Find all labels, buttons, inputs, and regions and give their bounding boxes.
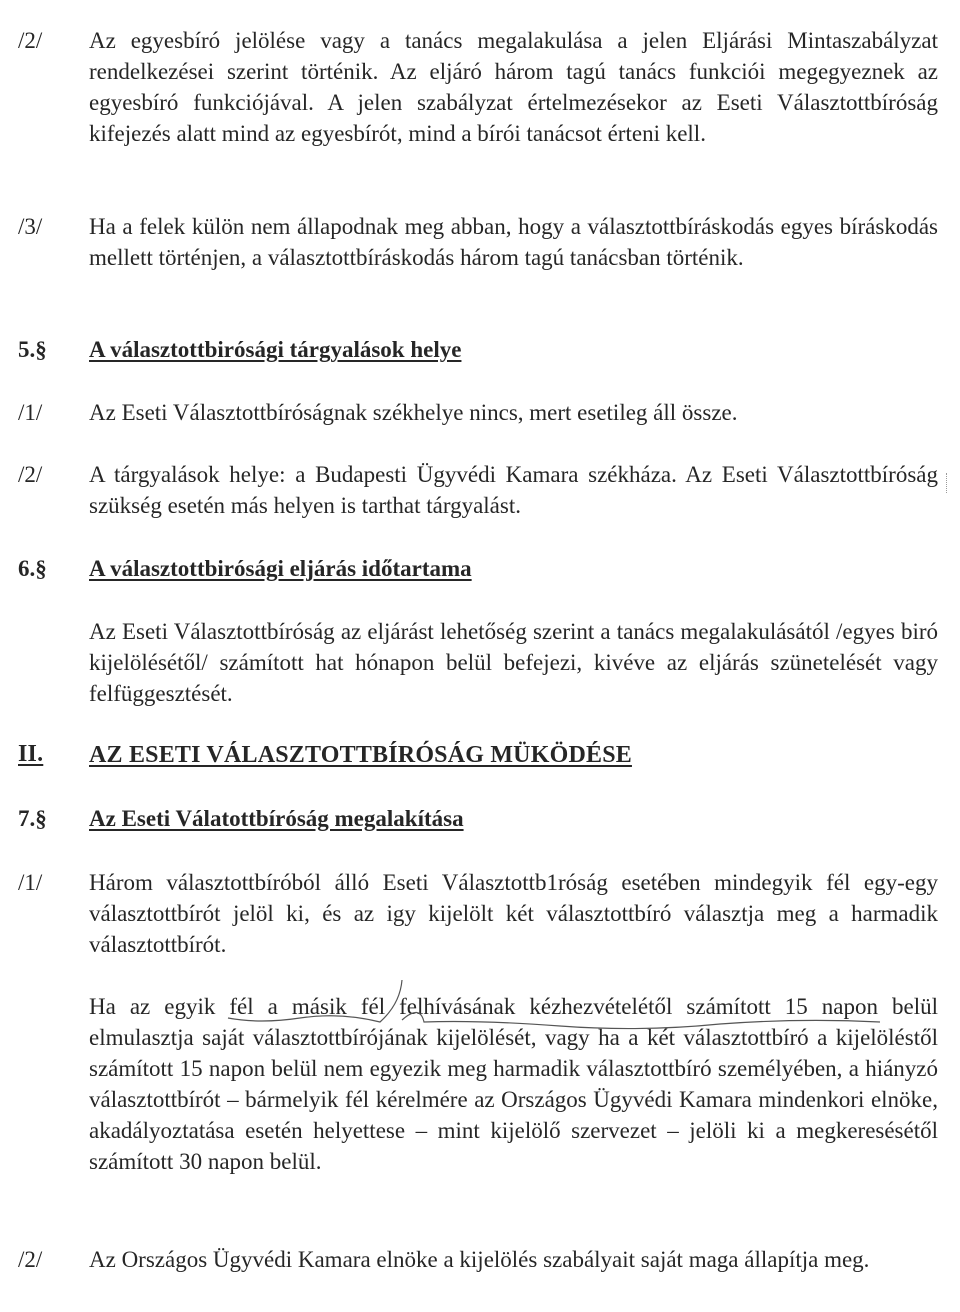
section-number: 7.§ — [18, 806, 47, 831]
paragraph-text: A tárgyalások helye: a Budapesti Ügyvédi Kamara székháza. Az Eseti Választottbíróság szükség esetén más helyen is tarthat tárgyalást. — [89, 462, 938, 518]
paragraph-number: /2/ — [18, 28, 43, 53]
paragraph-text: Az Országos Ügyvédi Kamara elnöke a kijelölés szabályait saját maga állapítja meg. — [89, 1247, 870, 1272]
paragraph-number: /2/ — [18, 1247, 43, 1272]
paragraph-number: /3/ — [18, 214, 43, 239]
section-number: 5.§ — [18, 337, 47, 362]
paragraph-number: /1/ — [18, 400, 43, 425]
paragraph-number: /2/ — [18, 462, 43, 487]
section-title: A választottbirósági eljárás időtartama — [89, 556, 472, 581]
paragraph-text: Az Eseti Választottbíróságnak székhelye nincs, mert esetileg áll össze. — [89, 400, 738, 425]
section-number: 6.§ — [18, 556, 47, 581]
pen-stroke — [228, 980, 880, 1029]
chapter-number: II. — [18, 741, 44, 767]
paragraph-text: Az egyesbíró jelölése vagy a tanács megalakulása a jelen Eljárási Mintaszabályzat rendelkezései szerint történik. Az eljáró három tagú tanács funkciói megegyeznek az egyesbíró funkciójával. A jelen szabályzat értelmezésekor az Eseti Választottbíróság kifejezés alatt mind az egyesbírót, mind a bírói tanácsot érteni kell. — [89, 28, 938, 146]
paragraph-text: Három választottbíróból álló Eseti Választottb1róság esetében mindegyik fél egy-egy választottbírót jelöl ki, és az igy kijelölt két választottbíró választja meg a harmadik választottbírót. — [89, 870, 938, 957]
section-title: A választottbirósági tárgyalások helye — [89, 337, 462, 362]
paragraph-number: /1/ — [18, 870, 43, 895]
chapter-title: AZ ESETI VÁLASZTOTTBÍRÓSÁG MÜKÖDÉSE — [89, 742, 632, 768]
paragraph-text: Az Eseti Választottbíróság az eljárást lehetőség szerint a tanács megalakulásától /egyes biró kijelölésétől/ számított hat hónapon belül befejezi, kivéve az eljárás szünetelését vagy felfüggesztését. — [89, 619, 938, 706]
paragraph-text: Ha a felek külön nem állapodnak meg abban, hogy a választottbíráskodás egyes bíráskodás mellett történjen, a választottbíráskodás három tagú tanácsban történik. — [89, 214, 938, 270]
section-title: Az Eseti Válatottbíróság megalakítása — [89, 806, 464, 831]
paragraph-text: Ha az egyik fél a másik fél felhívásának kézhezvételétől számított 15 napon belül elmulasztja saját választottbírójának kijelölését, vagy ha a két választottbíró a kijelöléstől számított 15 napon belül nem egyezik meg harmadik választottbíró személyében, a hiányzó választottbírót – bármelyik fél kérelmére az Országos Ügyvédi Kamara mindenkori elnöke, akadályoztatása esetén helyettese – mint kijelölő szervezet – jelöli ki a megkeresésétől számított 30 napon belül. — [89, 994, 938, 1174]
